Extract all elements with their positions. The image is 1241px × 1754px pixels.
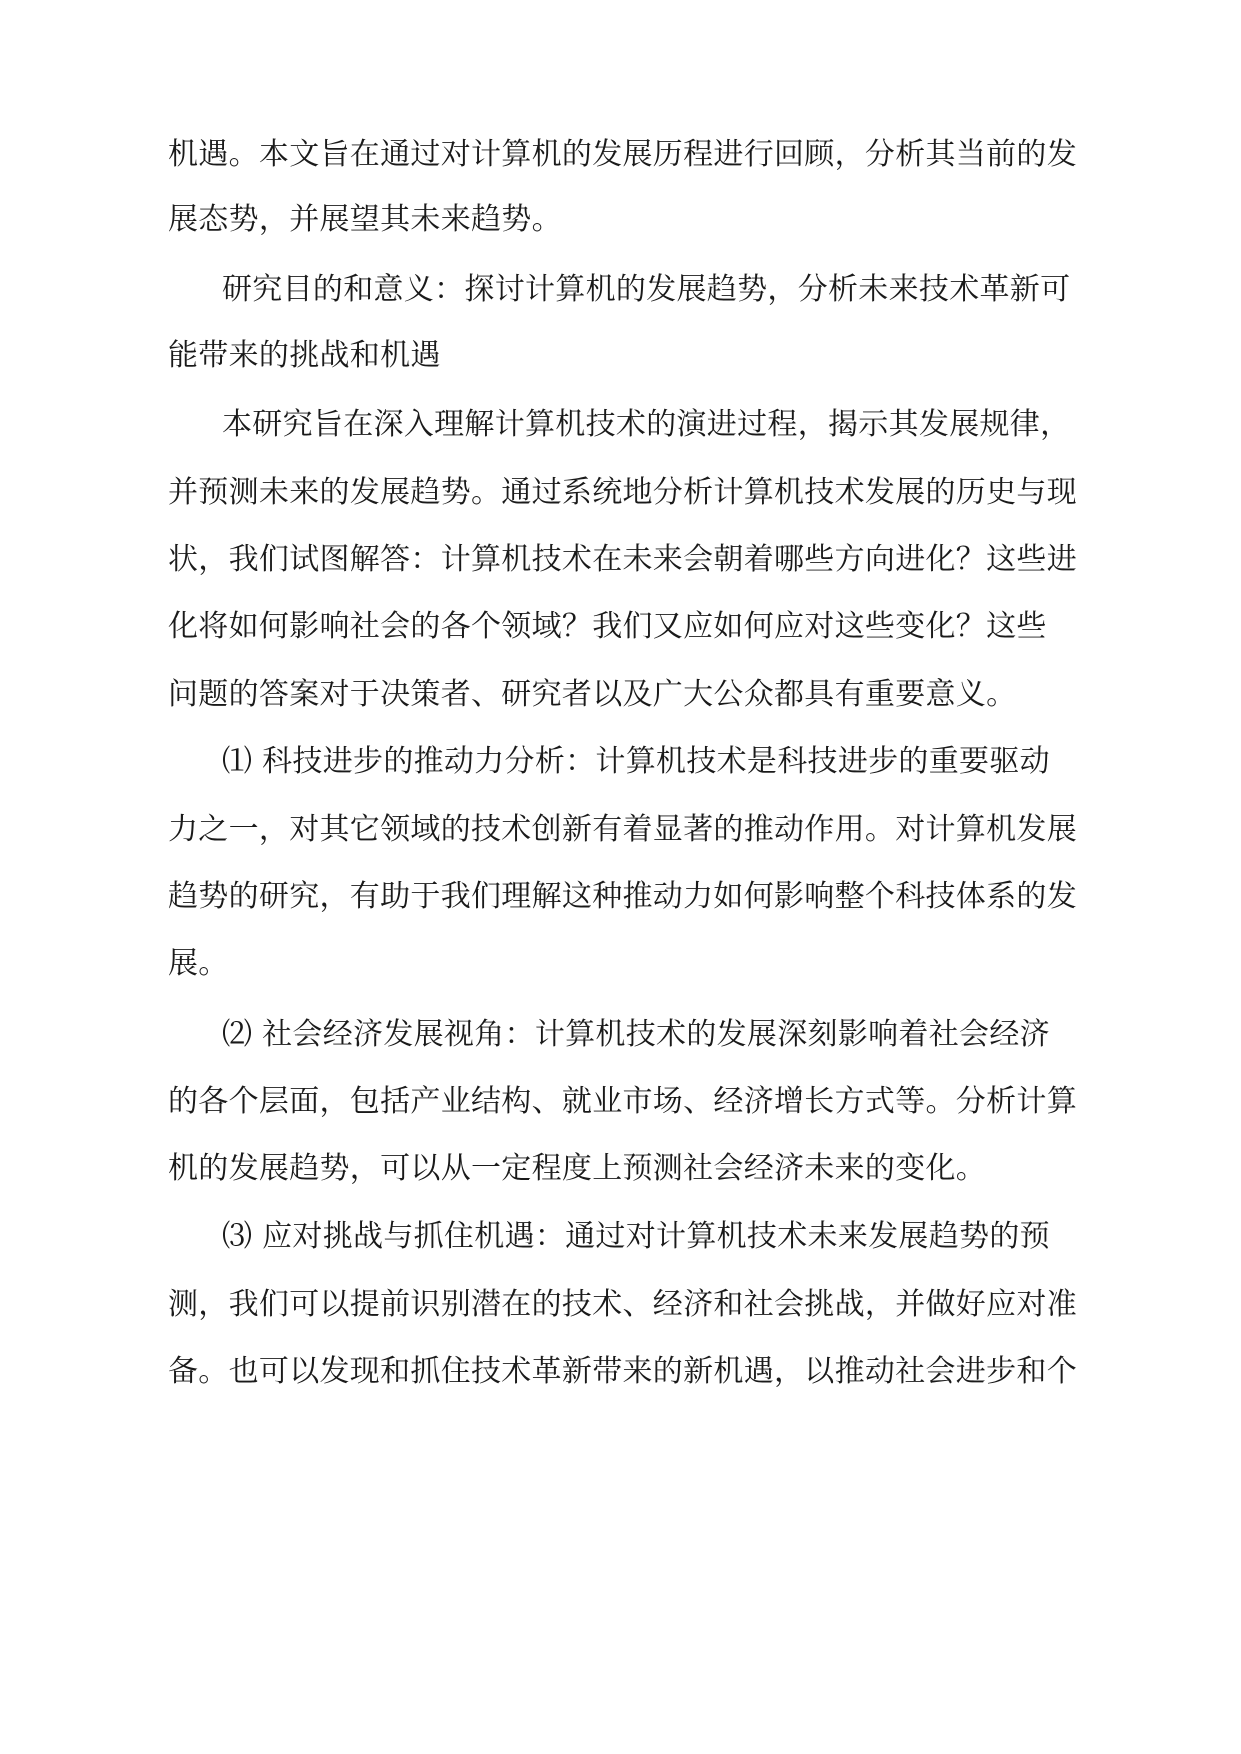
text-line: 测，我们可以提前识别潜在的技术、经济和社会挑战，并做好应对准 <box>168 1287 1077 1322</box>
text-line: 趋势的研究，有助于我们理解这种推动力如何影响整个科技体系的发 <box>168 879 1077 914</box>
text-line: 力之一，对其它领域的技术创新有着显著的推动作用。对计算机发展 <box>168 812 1077 847</box>
text-line: ⑶ 应对挑战与抓住机遇：通过对计算机技术未来发展趋势的预 <box>222 1219 1050 1254</box>
text-line: 本研究旨在深入理解计算机技术的演进过程，揭示其发展规律， <box>222 407 1071 442</box>
text-line: ⑴ 科技进步的推动力分析：计算机技术是科技进步的重要驱动 <box>222 744 1050 779</box>
text-line: 展。 <box>168 946 229 981</box>
text-line: 化将如何影响社会的各个领域？我们又应如何应对这些变化？这些 <box>168 609 1047 644</box>
text-line: 机的发展趋势，可以从一定程度上预测社会经济未来的变化。 <box>168 1151 987 1186</box>
text-line: 备。也可以发现和抓住技术革新带来的新机遇，以推动社会进步和个 <box>168 1354 1077 1389</box>
text-line: 研究目的和意义：探讨计算机的发展趋势，分析未来技术革新可 <box>222 272 1071 307</box>
text-line: 机遇。本文旨在通过对计算机的发展历程进行回顾，分析其当前的发 <box>168 137 1077 172</box>
text-line: 的各个层面，包括产业结构、就业市场、经济增长方式等。分析计算 <box>168 1084 1077 1119</box>
text-line: 状，我们试图解答：计算机技术在未来会朝着哪些方向进化？这些进 <box>168 542 1077 577</box>
text-line: 并预测未来的发展趋势。通过系统地分析计算机技术发展的历史与现 <box>168 475 1077 510</box>
text-line: 问题的答案对于决策者、研究者以及广大公众都具有重要意义。 <box>168 677 1017 712</box>
text-line: 能带来的挑战和机遇 <box>168 338 441 373</box>
text-line: ⑵ 社会经济发展视角：计算机技术的发展深刻影响着社会经济 <box>222 1017 1050 1052</box>
text-line: 展态势，并展望其未来趋势。 <box>168 202 562 237</box>
